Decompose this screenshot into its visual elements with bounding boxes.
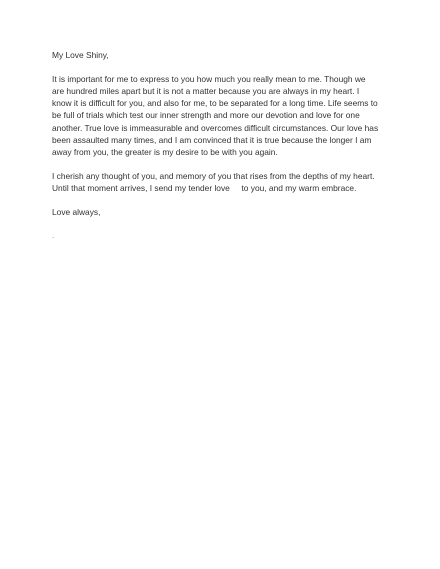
letter-closing: Love always, bbox=[52, 206, 101, 217]
paragraph-line: It is important for me to express to you how much you really mean to me. Though we bbox=[52, 73, 366, 84]
letter-salutation: My Love Shiny, bbox=[52, 50, 109, 60]
paragraph-line: be full of trials which test our inner strength and more our devotion and love for one bbox=[52, 110, 360, 121]
letter-signature: . bbox=[52, 230, 55, 241]
paragraph-line: been assaulted many times, and I am convinced that it is true because the longer I am bbox=[52, 134, 372, 145]
paragraph-line: I cherish any thought of you, and memory of you that rises from the depths of my heart. bbox=[52, 170, 375, 181]
letter-paragraph-1 bbox=[52, 73, 392, 158]
paragraph-line: Until that moment arrives, I send my tender love to you, and my warm embrace. bbox=[52, 182, 357, 193]
paragraph-line: away from you, the greater is my desire to be with you again. bbox=[52, 146, 278, 157]
paragraph-line: know it is difficult for you, and also for me, to be separated for a long time. Life seems to bbox=[52, 98, 378, 109]
paragraph-line: another. True love is immeasurable and overcomes difficult circumstances. Our love has bbox=[52, 122, 379, 133]
letter-body bbox=[52, 49, 392, 241]
letter-paragraph-2 bbox=[52, 170, 392, 194]
paragraph-line: are hundred miles apart but it is not a matter because you are always in my heart. I bbox=[52, 85, 360, 96]
